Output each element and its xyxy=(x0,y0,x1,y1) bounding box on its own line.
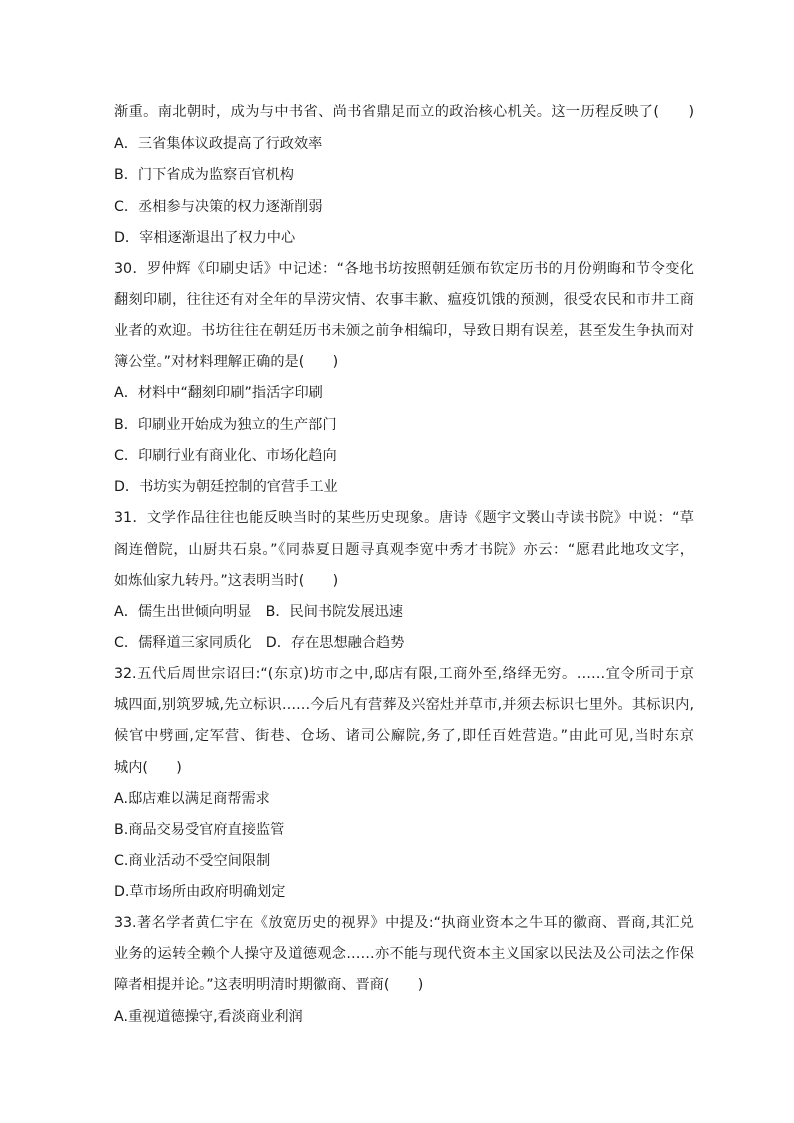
q29-stem-end: 渐重。南北朝时，成为与中书省、尚书省鼎足而立的政治核心机关。这一历程反映了( ) xyxy=(114,104,694,120)
q32-stem-line-4: 城内( ) xyxy=(114,760,182,776)
q29-option-d: D．宰相逐渐退出了权力中心 xyxy=(114,230,296,246)
q31-options-cd: C．儒释道三家同质化 D．存在思想融合趋势 xyxy=(114,635,405,651)
q29-option-b: B．门下省成为监察百官机构 xyxy=(114,167,294,183)
q31-stem-line-3: 如炼仙家九转丹。”这表明当时( ) xyxy=(114,573,339,589)
q32-option-c: C.商业活动不受空间限制 xyxy=(114,853,271,869)
q33-stem-line-3: 障者相提并论。”这表明明清时期徽商、晋商( ) xyxy=(114,977,424,993)
q30-stem-line-4: 簿公堂。”对材料理解正确的是( ) xyxy=(114,354,339,370)
q30-option-a: A．材料中“翻刻印刷”指活字印刷 xyxy=(114,385,323,401)
q30-option-b: B．印刷业开始成为独立的生产部门 xyxy=(114,417,337,433)
q32-option-b: B.商品交易受官府直接监管 xyxy=(114,822,285,838)
q31-options-ab: A．儒生出世倾向明显 B．民间书院发展迅速 xyxy=(114,604,404,620)
q32-option-d: D.草市场所由政府明确划定 xyxy=(114,884,286,900)
q29-option-c: C．丞相参与决策的权力逐渐削弱 xyxy=(114,199,323,215)
q30-stem-line-1: 30．罗仲辉《印刷史话》中记述：“各地书坊按照朝廷颁布钦定历书的月份朔晦和节令变化 xyxy=(114,261,694,277)
q32-stem-line-2: 城四面,别筑罗城,先立标识……今后凡有营葬及兴窑灶并草市,并须去标识七里外。其标识内, xyxy=(114,697,694,713)
q30-option-c: C．印刷行业有商业化、市场化趋向 xyxy=(114,448,337,464)
q33-stem-line-1: 33.著名学者黄仁宇在《放宽历史的视界》中提及:“执商业资本之牛耳的徽商、晋商,其汇兑 xyxy=(114,915,694,931)
q31-stem-line-2: 阁连僧院，山厨共石泉。”《同恭夏日题寻真观李宽中秀才书院》亦云：“愿君此地攻文字， xyxy=(114,542,694,558)
q33-stem-line-2: 业务的运转全赖个人操守及道德观念……亦不能与现代资本主义国家以民法及公司法之作保 xyxy=(114,946,694,962)
q32-option-a: A.邸店难以满足商帮需求 xyxy=(114,791,270,807)
q32-stem-line-3: 候官中劈画,定军营、街巷、仓场、诸司公廨院,务了,即任百姓营造。”由此可见,当时东京 xyxy=(114,728,694,744)
q30-stem-line-3: 业者的欢迎。书坊往往在朝廷历书未颁之前争相编印，导致日期有误差，甚至发生争执而对 xyxy=(114,323,694,339)
q33-option-a: A.重视道德操守,看淡商业利润 xyxy=(114,1009,303,1025)
q29-option-a: A．三省集体议政提高了行政效率 xyxy=(114,136,323,152)
q30-option-d: D．书坊实为朝廷控制的官营手工业 xyxy=(114,479,338,495)
q32-stem-line-1: 32.五代后周世宗诏曰:“(东京)坊市之中,邸店有限,工商外至,络绎无穷。……宜令所司于京 xyxy=(114,666,694,682)
q31-stem-line-1: 31．文学作品往往也能反映当时的某些历史现象。唐诗《题宇文褧山寺读书院》中说：“草 xyxy=(114,510,694,526)
q30-stem-line-2: 翻刻印刷，往往还有对全年的旱涝灾情、农事丰歉、瘟疫饥饿的预测，很受农民和市井工商 xyxy=(114,292,694,308)
